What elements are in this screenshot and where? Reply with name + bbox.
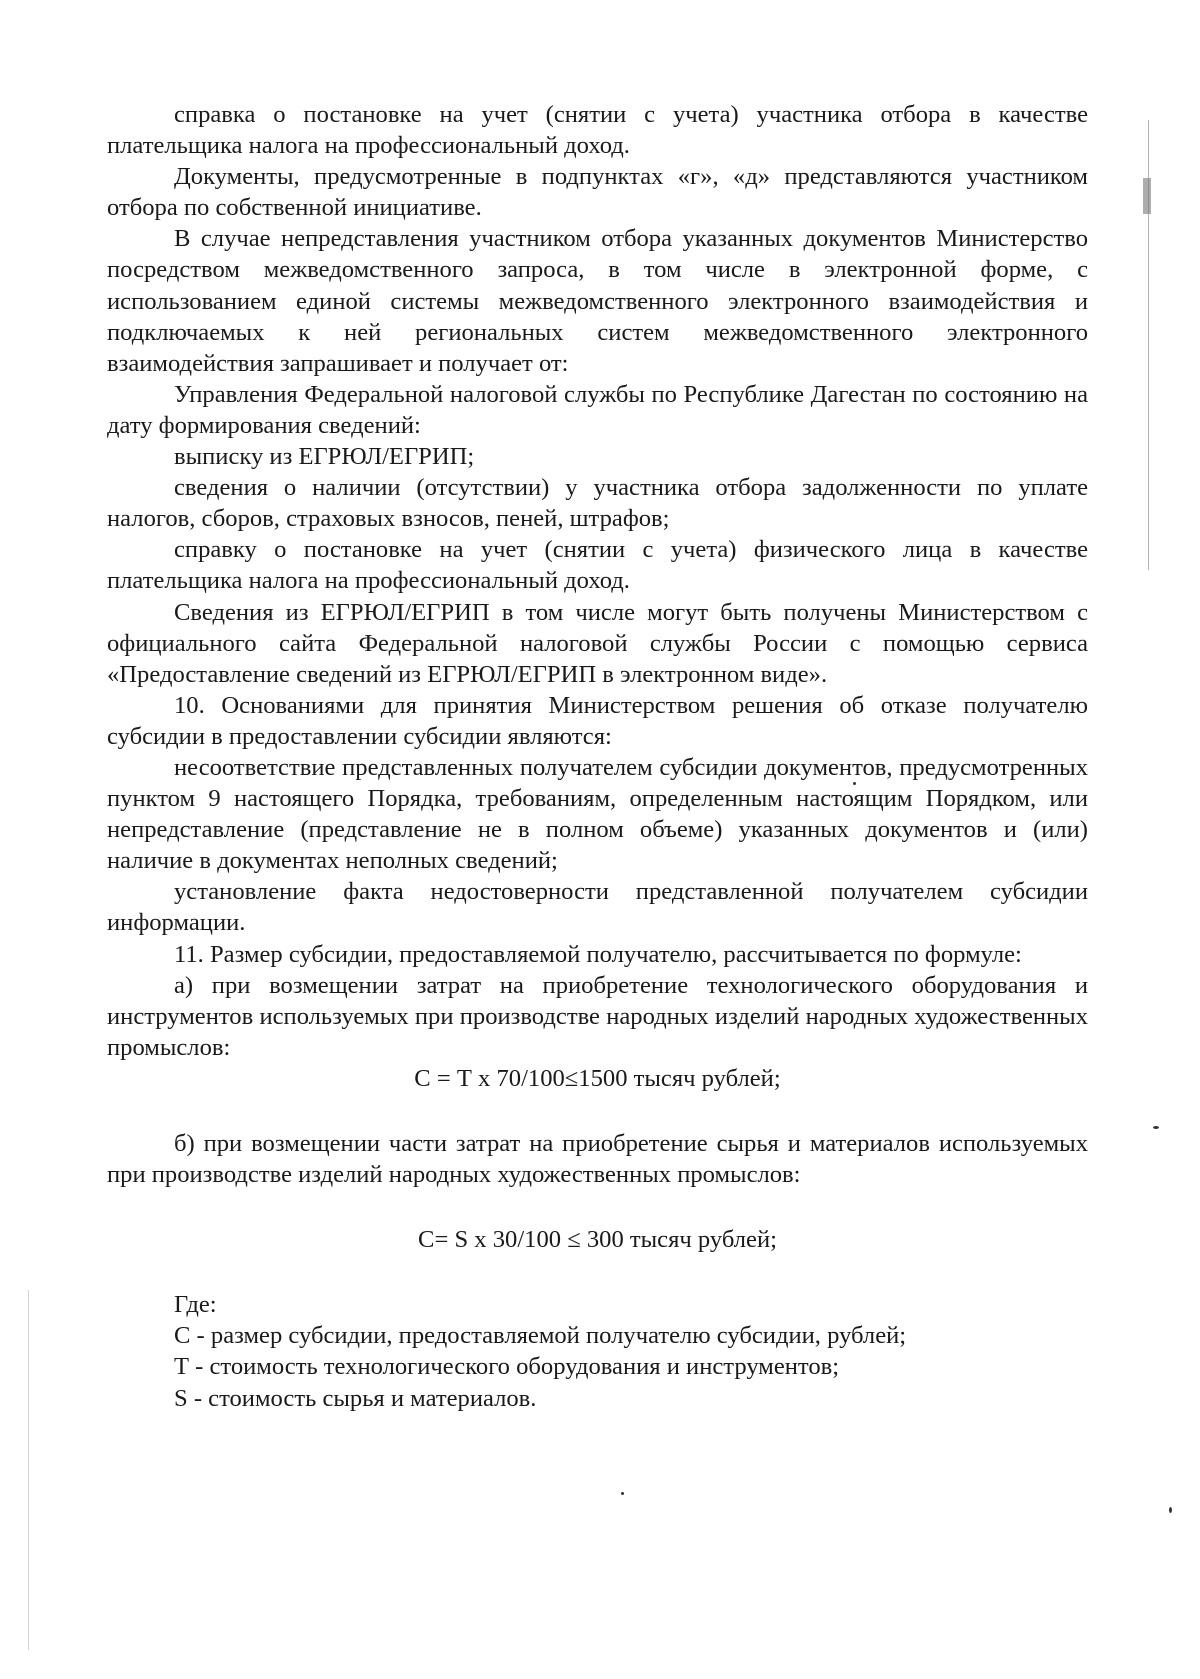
definition-t: Т - стоимость технологического оборудования и инструментов; <box>174 1353 840 1381</box>
formula-materials: С= S х 30/100 ≤ 300 тысяч рублей; <box>418 1226 777 1254</box>
scan-speck <box>621 1492 624 1495</box>
paragraph-documents-initiative: Документы, предусмотренные в подпунктах «г», «д» представляются участником отбора по собственной инициативе. <box>107 163 1088 222</box>
paragraph-subsidy-size: 11. Размер субсидии, предоставляемой получателю, рассчитывается по формуле: <box>174 940 1022 968</box>
scan-mark-right <box>1143 178 1151 214</box>
paragraph-option-b: б) при возмещении части затрат на приобретение сырья и материалов используемых при производстве изделий народных художественных промыслов: <box>107 1130 1088 1189</box>
paragraph-option-a: а) при возмещении затрат на приобретение технологического оборудования и инструментов используемых при производстве народных изделий народных художественных промыслов: <box>107 971 1088 1061</box>
scan-speck <box>1153 1126 1159 1129</box>
formula-equipment: С = Т х 70/100≤1500 тысяч рублей; <box>414 1064 781 1092</box>
definition-c: С - размер субсидии, предоставляемой получателю субсидии, рублей; <box>174 1322 907 1350</box>
paragraph-refusal-grounds: 10. Основаниями для принятия Министерством решения об отказе получателю субсидии в предоставлении субсидии являются: <box>107 691 1088 750</box>
paragraph-egrul-extract: выписку из ЕГРЮЛ/ЕГРИП; <box>174 443 475 471</box>
where-label: Где: <box>174 1291 217 1319</box>
paragraph-egrul-website: Сведения из ЕГРЮЛ/ЕГРИП в том числе могут быть получены Министерством с официального сайта Федеральной налоговой службы России с помощью сервиса «Предоставление сведений из ЕГРЮЛ/ЕГРИП в электронном виде». <box>107 598 1088 688</box>
scan-margin-line-left <box>28 1290 29 1650</box>
paragraph-interagency-request: В случае непредставления участником отбора указанных документов Министерство посредством межведомственного запроса, в том числе в электронной форме, с использованием единой системы межведомственного электронного взаимодействия и подключаемых к ней региональных систем межведомственного электронного взаимодействия запрашивает и получает от: <box>107 225 1088 377</box>
definition-s: S - стоимость сырья и материалов. <box>174 1384 537 1412</box>
paragraph-nonconformity: несоответствие представленных получателем субсидии документов, предусмотренных пунктом 9 настоящего Порядка, требованиям, определенным настоящим Порядком, или непредставление (представление не в полном объеме) указанных документов и (или) наличие в документах неполных сведений; <box>107 753 1088 875</box>
document-page <box>107 99 1088 1414</box>
paragraph-certificate-participant: справка о постановке на учет (снятии с учета) участника отбора в качестве плательщика налога на профессиональный доход. <box>107 101 1088 160</box>
scan-speck <box>1169 1507 1172 1513</box>
scan-speck <box>853 782 856 785</box>
paragraph-debt-info: сведения о наличии (отсутствии) у участника отбора задолженности по уплате налогов, сборов, страховых взносов, пеней, штрафов; <box>107 474 1088 533</box>
paragraph-certificate-individual: справку о постановке на учет (снятии с учета) физического лица в качестве плательщика налога на профессиональный доход. <box>107 536 1088 595</box>
paragraph-unreliability: установление факта недостоверности представленной получателем субсидии информации. <box>107 878 1088 937</box>
paragraph-tax-service: Управления Федеральной налоговой службы по Республике Дагестан по состоянию на дату формирования сведений: <box>107 380 1088 439</box>
